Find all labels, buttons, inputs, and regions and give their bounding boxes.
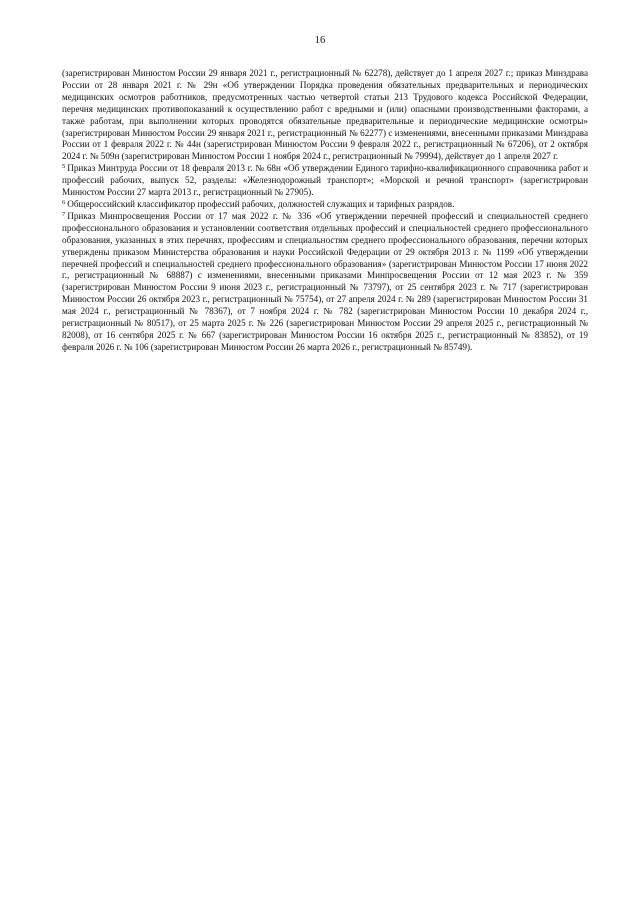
page-number: 16: [314, 35, 326, 46]
footnote-marker: 6: [62, 198, 66, 206]
footnote-marker: 7: [62, 210, 66, 218]
footnote-marker: 5: [62, 163, 66, 171]
footnote-continuation: [62, 68, 588, 163]
footnote-text: Приказ Минтруда России от 18 февраля 2013 г. № 68н «Об утверждении Единого тарифно-квалификационного справочника работ и профессий рабочих, выпуск 52, разделы: «Железнодорожный транспорт»; «Морской и речной транспорт» (зарегистрирован Минюстом России 27 марта 2013 г., регистрационный № 27905).: [62, 163, 588, 198]
footnote-text: Общероссийский классификатор профессий рабочих, должностей служащих и тарифных разрядов.: [67, 198, 455, 209]
footnote-5: [62, 163, 588, 199]
footnote-7: [62, 211, 588, 354]
footnote-text: Приказ Минпросвещения России от 17 мая 2022 г. № 336 «Об утверждении перечней профессий и специальностей среднего профессионального образования и установлении соответствия отдельных профессий и специальностей среднего профессионального образования, указанных в этих перечнях, профессиям и специальностям среднего профессионального образования, перечни которых утверждены приказом Министерства образования и науки Российской Федерации от 29 октября 2013 г. № 1199 «Об утверждении перечней профессий и специальностей среднего профессионального образования» (зарегистрирован Минюстом России 17 июня 2022 г., регистрационный № 68887) с изменениями, внесенными приказами Минпросвещения России от 12 мая 2023 г. № 359 (зарегистрирован Минюстом России 9 июня 2023 г., регистрационный № 73797), от 25 сентября 2023 г. № 717 (зарегистрирован Минюстом России 26 октября 2023 г., регистрационный № 75754), от 27 апреля 2024 г. № 289 (зарегистрирован Минюстом России 31 мая 2024 г., регистрационный № 78367), от 7 ноября 2024 г. № 782 (зарегистрирован Минюстом России 10 декабря 2024 г., регистрационный № 80517), от 25 марта 2025 г. № 226 (зарегистрирован Минюстом России 29 апреля 2025 г., регистрационный № 82008), от 16 сентября 2025 г. № 667 (зарегистрирован Минюстом России 16 октября 2025 г., регистрационный № 83852), от 19 февраля 2026 г. № 106 (зарегистрирован Минюстом России 26 марта 2026 г., регистрационный № 85749).: [62, 210, 588, 352]
footnote-text: (зарегистрирован Минюстом России 29 января 2021 г., регистрационный № 62278), действует до 1 апреля 2027 г.; приказ Минздрава России от 28 января 2021 г. № 29н «Об утверждении Порядка проведения обязательных предварительных и периодических медицинских осмотров работников, предусмотренных частью четвертой статьи 213 Трудового кодекса Российской Федерации, перечня медицинских противопоказаний к осуществлению работ с вредными и (или) опасными производственными факторами, а также работам, при выполнении которых проводятся обязательные предварительные и периодические медицинские осмотры» (зарегистрирован Минюстом России 29 января 2021 г., регистрационный № 62277) с изменениями, внесенными приказами Минздрава России от 1 февраля 2022 г. № 44н (зарегистрирован Минюстом России 9 февраля 2022 г., регистрационный № 67206), от 2 октября 2024 г. № 509н (зарегистрирован Минюстом России 1 ноября 2024 г., регистрационный № 79994), действует до 1 апреля 2027 г.: [62, 68, 588, 162]
footnotes-block: [62, 68, 588, 354]
footnote-6: [62, 199, 588, 211]
